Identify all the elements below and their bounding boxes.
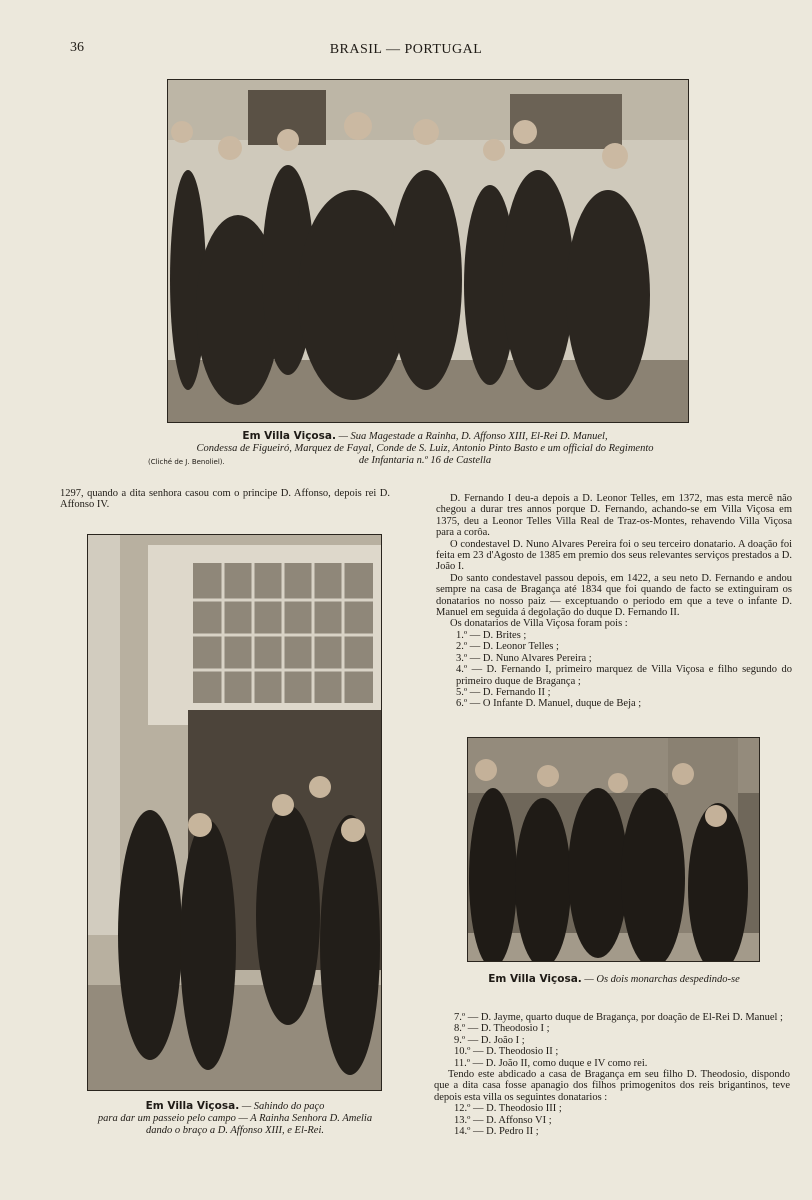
photo-leaving-palace [88, 535, 381, 1090]
photo-monarchs-farewell [468, 738, 759, 961]
caption-line-3: dando o braço a D. Affonso XIII, e El-Rei. [146, 1125, 324, 1136]
paragraph: O condestavel D. Nuno Alvares Pereira foi o seu terceiro donatario. A doação foi feita em 23 d'Agosto de 1385 em premio dos seus relevantes serviços prestados a D. João I. [436, 538, 792, 573]
list-item: 1.º — D. Brites ; [456, 629, 527, 641]
caption-line-1: — Sua Magestade a Rainha, D. Affonso XIII, El-Rei D. Manuel, [335, 431, 608, 442]
caption-line-2: Condessa de Figueiró, Marquez de Fayal, Conde de S. Luiz, Antonio Pinto Basto e um official do Regimento [196, 443, 654, 454]
caption-line-1: — Sahindo do paço [239, 1101, 325, 1112]
caption-lead: Em Villa Viçosa. [488, 973, 582, 985]
list-item: 5.º — D. Fernando II ; [456, 686, 551, 698]
list-item: 8.º — D. Theodosio I ; [454, 1023, 550, 1035]
caption-rest: — Os dois monarchas despedindo-se [581, 974, 740, 985]
photo-credit: (Cliché de J. Benoliel). [148, 458, 225, 466]
caption-line-2: para dar um passeio pelo campo — A Rainha Senhora D. Amelia [97, 1113, 373, 1124]
caption-lead: Em Villa Viçosa. [242, 430, 336, 442]
list-item: 13.º — D. Affonso VI ; [454, 1114, 552, 1126]
list-item: 2.º — D. Leonor Telles ; [456, 641, 559, 653]
list-item: 14.º — D. Pedro II ; [454, 1126, 539, 1138]
paragraph: Do santo condestavel passou depois, em 1422, a seu neto D. Fernando e andou sempre na casa de Bragança até 1834 que foi quando de facto se extinguiram os donatarios no nosso paiz — exceptuando o periodo em que a teve o infante D. Manuel em seguida á degolação do duque D. Fernando II. [436, 572, 792, 619]
list-item: 9.º — D. João I ; [454, 1034, 525, 1046]
photo-monarchs-farewell-caption [440, 973, 788, 986]
list-item: 4.º — D. Fernando I, primeiro marquez de Villa Viçosa e filho segundo do primeiro duque de Bragança ; [456, 664, 792, 687]
paragraph: D. Fernando I deu-a depois a D. Leonor Telles, em 1372, mas esta mercê não chegou a durar tres annos porque D. Fernando, achando-se em Villa Viçosa em 1375, deu a Leonor Telles Villa Real de Traz-os-Montes, rehavendo Villa Viçosa para a corôa. [436, 493, 792, 539]
list-item: 7.º — D. Jayme, quarto duque de Bragança, por doação de El-Rei D. Manuel ; [454, 1012, 783, 1023]
running-head: BRASIL — PORTUGAL [329, 42, 483, 57]
list-item: 10.º — D. Theodosio II ; [454, 1046, 559, 1058]
photo-group-portrait [168, 80, 688, 422]
paragraph: Os donatarios de Villa Viçosa foram pois : [450, 618, 628, 630]
list-item: 11.º — D. João II, como duque e IV como rei. [454, 1057, 648, 1069]
photo-leaving-palace-caption [45, 1100, 425, 1137]
list-item: 12.º — D. Theodosio III ; [454, 1103, 562, 1115]
caption-lead: Em Villa Viçosa. [145, 1100, 240, 1112]
page-number: 36 [70, 40, 84, 55]
list-item: 6.º — O Infante D. Manuel, duque de Beja ; [456, 698, 642, 710]
left-paragraph: 1297, quando a dita senhora casou com o principe D. Affonso, depois rei D. Affonso IV. [60, 488, 390, 511]
caption-line-3: de Infantaria n.º 16 de Castella [358, 455, 492, 466]
left-column-text [60, 488, 390, 511]
right-column-text-lower [434, 1012, 790, 1137]
photo-group-portrait-caption [120, 430, 730, 467]
list-item: 3.º — D. Nuno Alvares Pereira ; [456, 652, 592, 664]
right-column-text-upper [436, 493, 792, 710]
paragraph: Tendo este abdicado a casa de Bragança em seu filho D. Theodosio, dispondo que a dita casa fosse apanagio dos filhos primogenitos dos reis brigantinos, teve depois esta villa os seguintes donatarios : [434, 1069, 790, 1103]
